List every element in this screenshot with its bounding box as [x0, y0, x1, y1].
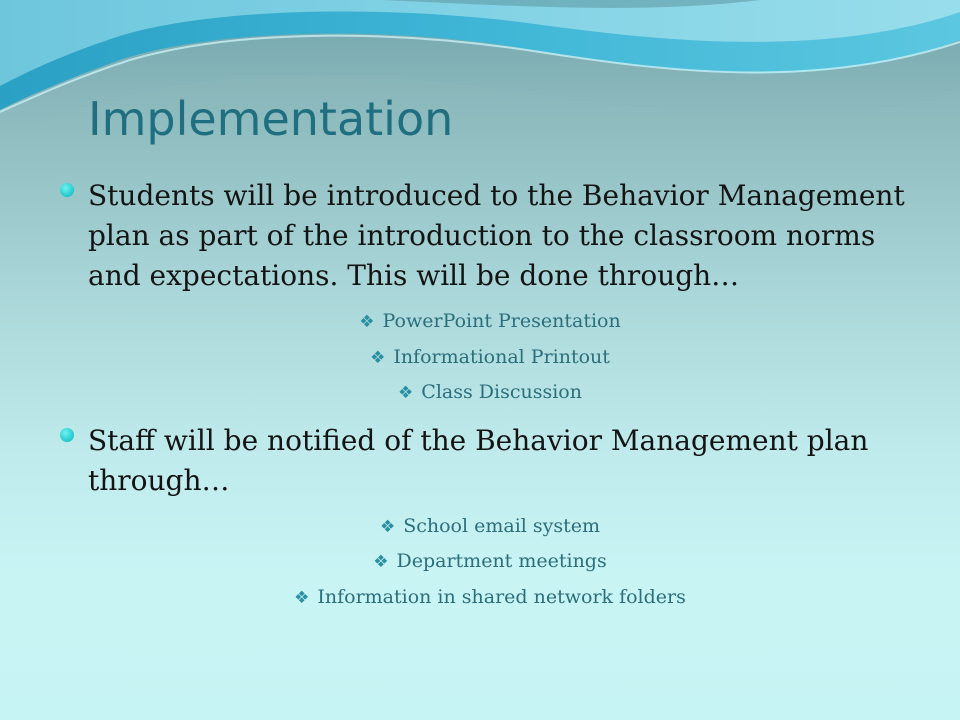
- sublist-item-label: Informational Printout: [393, 345, 610, 368]
- bullet-item-staff: [60, 421, 920, 501]
- sublist-item-label: School email system: [403, 514, 601, 537]
- sublist-item: [60, 304, 920, 340]
- slide-title: Implementation: [88, 92, 454, 146]
- sublist-item-label: Information in shared network folders: [317, 585, 686, 608]
- four-diamond-bullet-icon: ❖: [359, 312, 375, 332]
- spacer: [60, 411, 920, 421]
- sublist-staff: [60, 509, 920, 616]
- sublist-students: [60, 304, 920, 411]
- sublist-item-label: PowerPoint Presentation: [382, 310, 621, 332]
- four-diamond-bullet-icon: ❖: [398, 383, 414, 403]
- slide-content: [60, 176, 920, 615]
- sublist-item-label: Class Discussion: [421, 381, 582, 403]
- sublist-item-label: Department meetings: [396, 550, 607, 572]
- sublist-item: [60, 375, 920, 411]
- bullet-text: Students will be introduced to the Behavior Management plan as part of the introduction to the classroom norms and expectations. This will be done through…: [88, 179, 905, 292]
- four-diamond-bullet-icon: ❖: [370, 347, 386, 368]
- sublist-item: [60, 580, 920, 616]
- four-diamond-bullet-icon: ❖: [373, 552, 389, 572]
- four-diamond-bullet-icon: ❖: [379, 516, 396, 537]
- sublist-item: [60, 509, 920, 545]
- sublist-item: [60, 340, 920, 376]
- four-diamond-bullet-icon: ❖: [294, 587, 310, 608]
- teal-circle-bullet-icon: [60, 183, 74, 197]
- teal-circle-bullet-icon: [60, 428, 74, 442]
- bullet-item-students: [60, 176, 920, 296]
- sublist-item: [60, 544, 920, 580]
- bullet-text: Staff will be notified of the Behavior Management plan through…: [88, 423, 869, 497]
